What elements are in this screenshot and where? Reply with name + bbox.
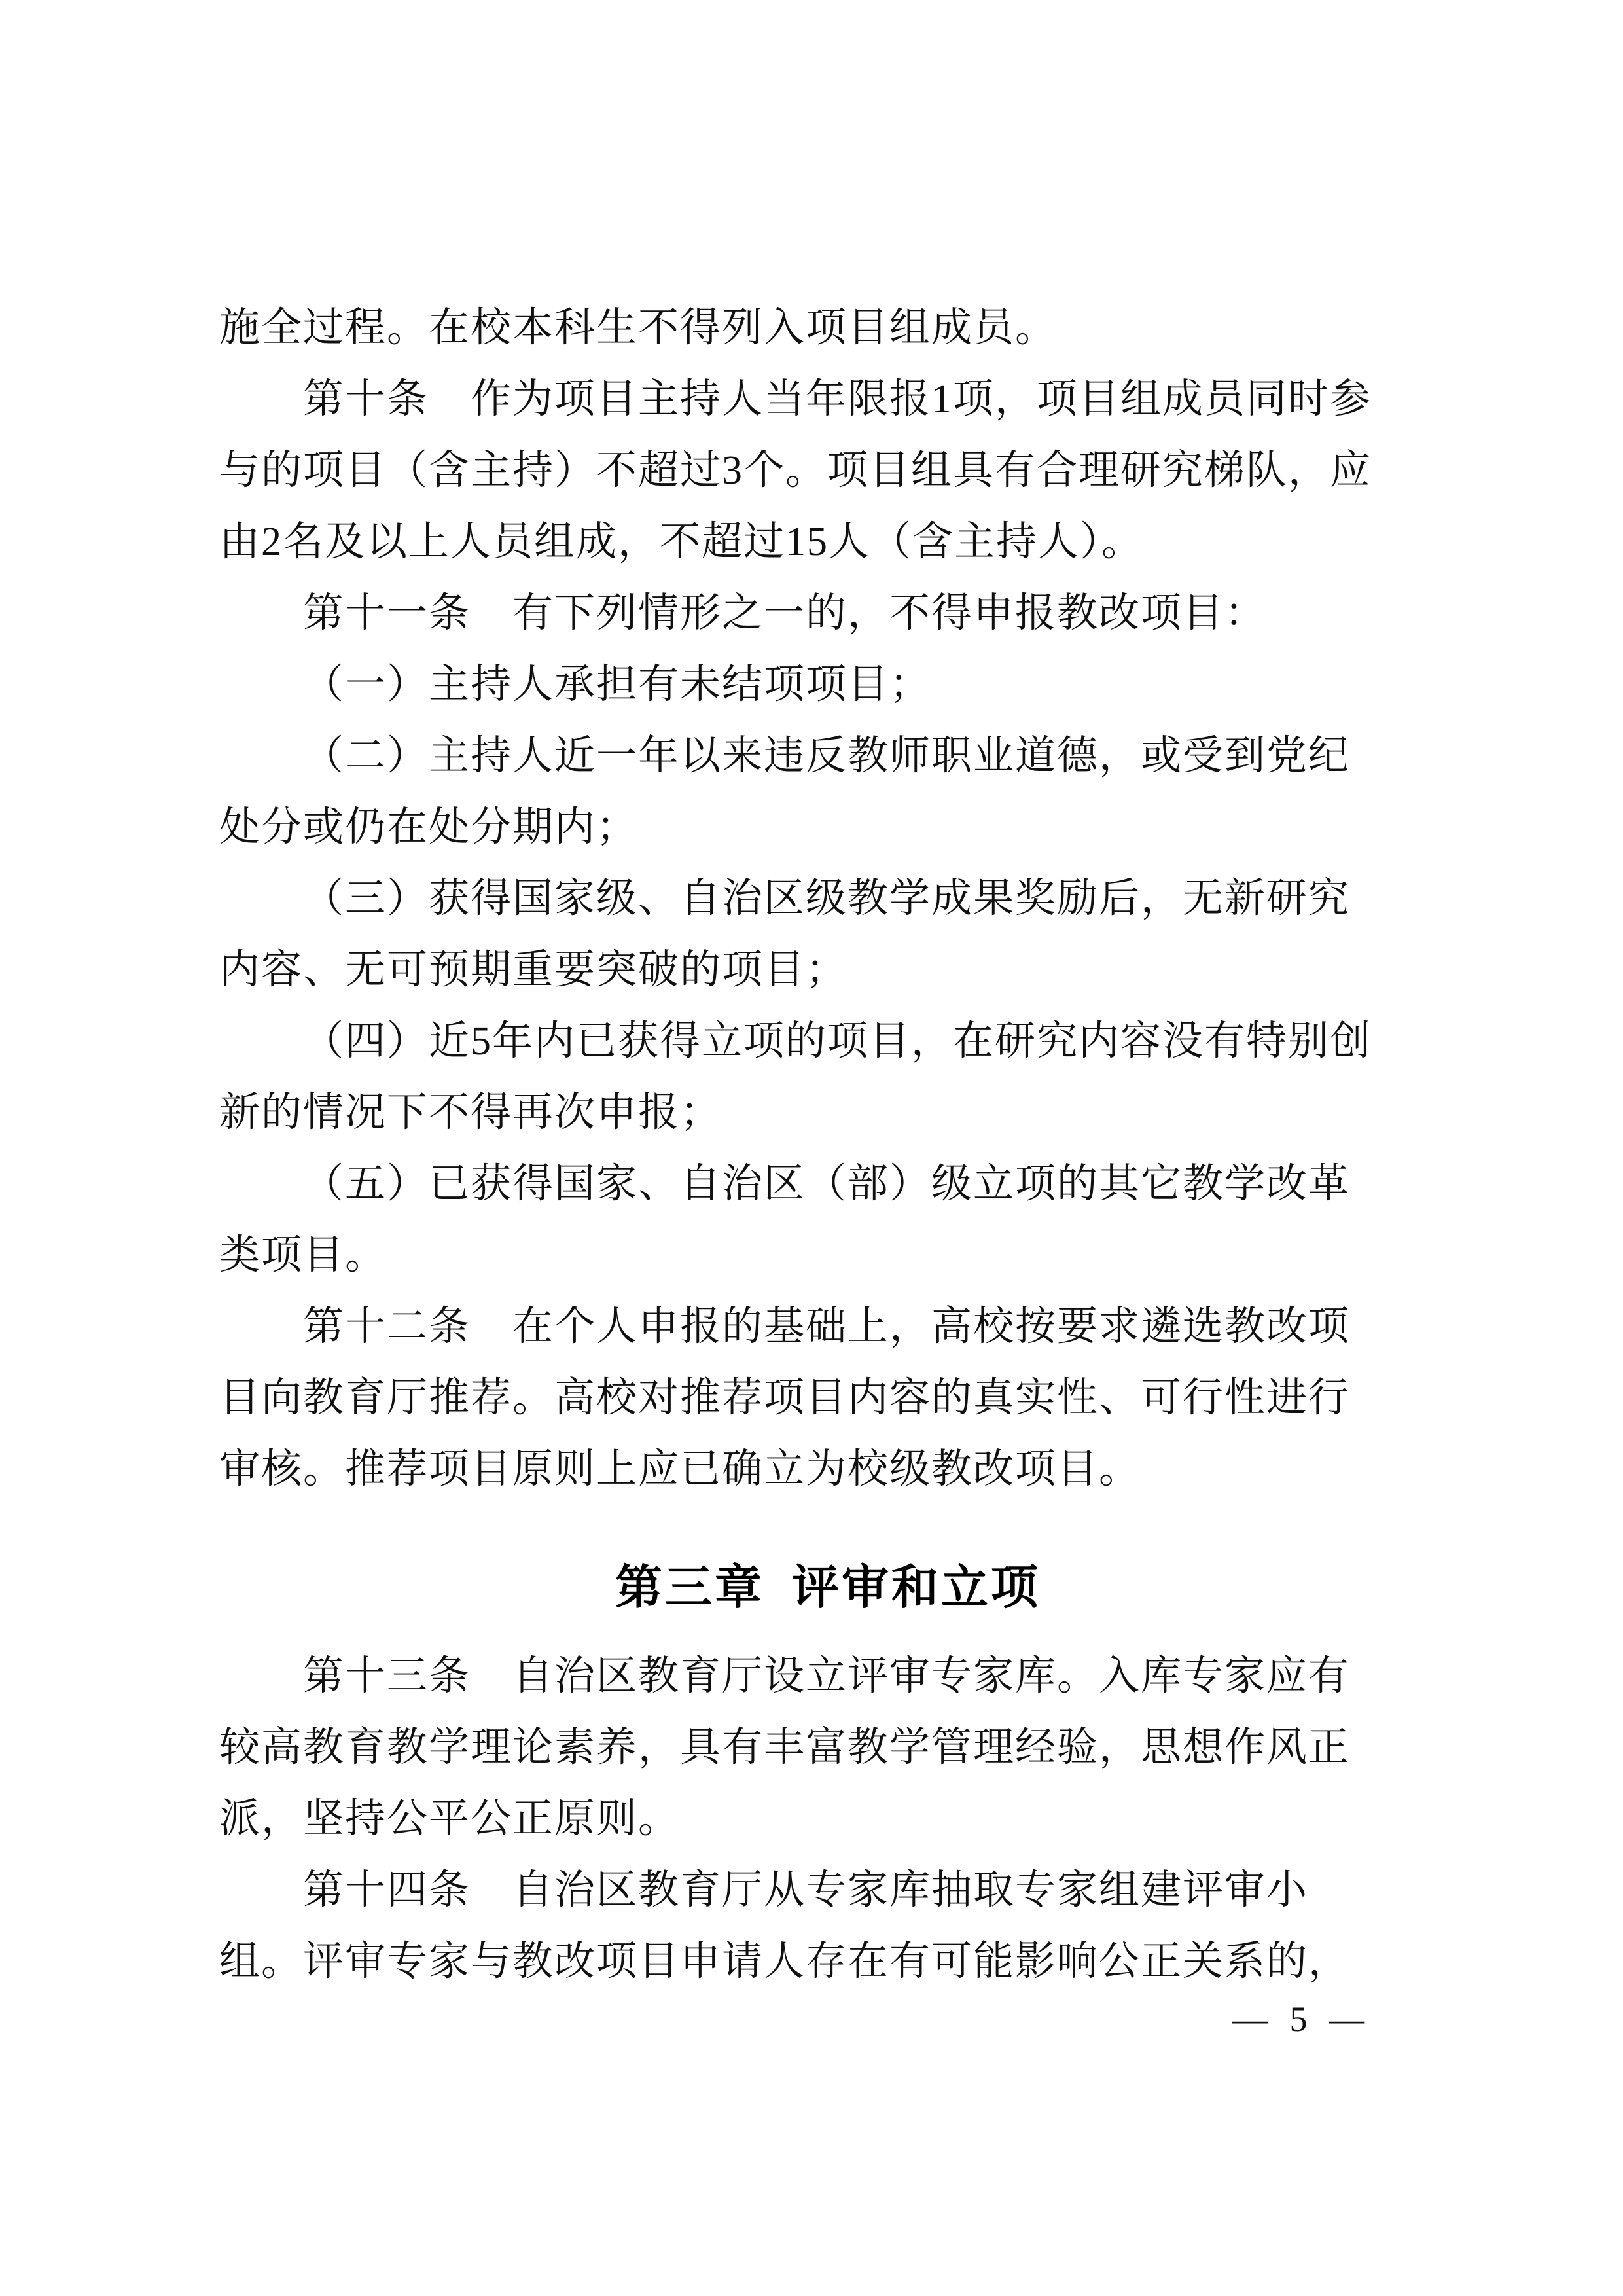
body-line-article-11: 第十一条 有下列情形之一的，不得申报教改项目： bbox=[303, 591, 1267, 636]
body-line-article-14: 第十四条 自治区教育厅从专家库抽取专家组建评审小 bbox=[303, 1868, 1309, 1912]
body-line: 新的情况下不得再次申报； bbox=[219, 1090, 722, 1135]
body-line: 审核。推荐项目原则上应已确立为校级教改项目。 bbox=[219, 1447, 1141, 1492]
body-line: 较高教育教学理论素养，具有丰富教学管理经验，思想作风正 bbox=[219, 1725, 1351, 1770]
document-body bbox=[219, 293, 1436, 1998]
body-line: 目向教育厅推荐。高校对推荐项目内容的真实性、可行性进行 bbox=[219, 1376, 1351, 1420]
body-line-item-3: （三）获得国家级、自治区级教学成果奖励后，无新研究 bbox=[303, 876, 1351, 921]
body-line: 内容、无可预期重要突破的项目； bbox=[219, 948, 848, 992]
body-line-item-4: （四）近5年内已获得立项的项目，在研究内容没有特别创 bbox=[303, 1019, 1372, 1064]
body-line: 派，坚持公平公正原则。 bbox=[219, 1797, 681, 1841]
body-line: 处分或仍在处分期内； bbox=[219, 805, 639, 850]
body-line-item-5: （五）已获得国家、自治区（部）级立项的其它教学改革 bbox=[303, 1162, 1351, 1206]
body-line: 与的项目（含主持）不超过3个。项目组具有合理研究梯队，应 bbox=[219, 448, 1372, 493]
body-line-item-1: （一）主持人承担有未结项项目； bbox=[303, 662, 932, 707]
body-line: 由2名及以上人员组成，不超过15人（含主持人）。 bbox=[219, 520, 1144, 564]
page-number: — 5 — bbox=[1232, 2000, 1371, 2039]
body-line: 组。评审专家与教改项目申请人存在有可能影响公正关系的， bbox=[219, 1939, 1351, 1984]
body-line-article-12: 第十二条 在个人申报的基础上，高校按要求遴选教改项 bbox=[303, 1304, 1351, 1349]
body-line: 类项目。 bbox=[219, 1233, 387, 1278]
chapter-heading: 第三章 评审和立项 bbox=[615, 1562, 1041, 1614]
body-line-item-2: （二）主持人近一年以来违反教师职业道德，或受到党纪 bbox=[303, 734, 1351, 778]
body-line-article-10: 第十条 作为项目主持人当年限报1项，项目组成员同时参 bbox=[303, 377, 1372, 422]
body-line: 施全过程。在校本科生不得列入项目组成员。 bbox=[219, 306, 1058, 350]
body-line-article-13: 第十三条 自治区教育厅设立评审专家库。入库专家应有 bbox=[303, 1654, 1351, 1698]
